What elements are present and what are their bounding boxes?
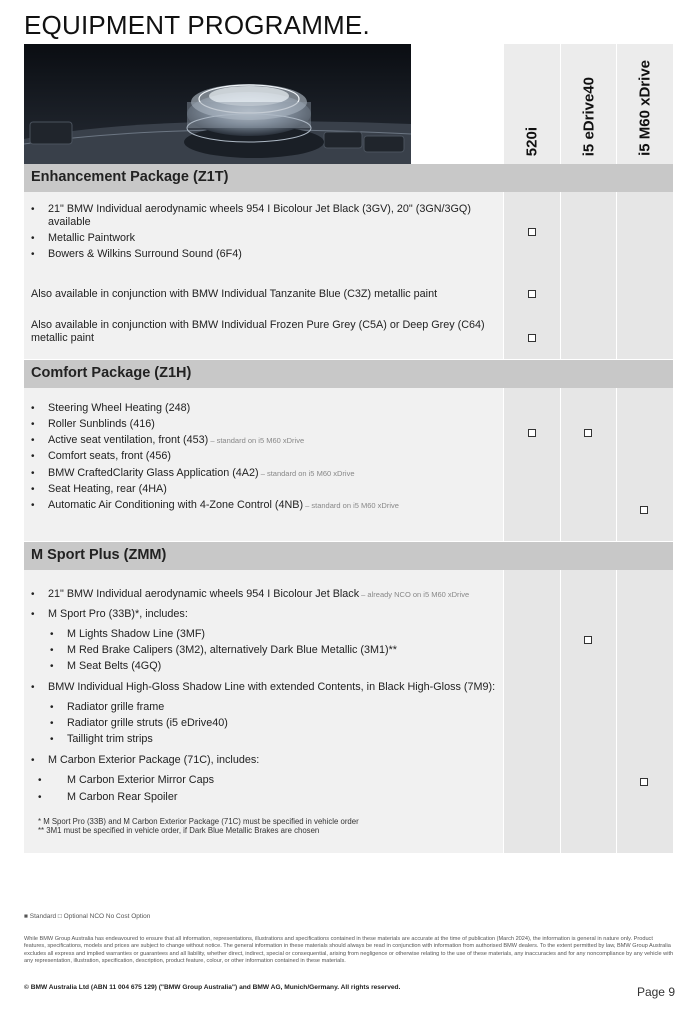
column-header-i5-edrive40: i5 eDrive40 (560, 44, 616, 164)
section-header-enhancement: Enhancement Package (Z1T) (24, 164, 673, 192)
comfort-item: Seat Heating, rear (4HA) (48, 483, 167, 495)
enhancement-item: Bowers & Wilkins Surround Sound (6F4) (48, 248, 242, 260)
enhancement-cell-edrive40 (560, 192, 616, 359)
comfort-cell-m60 (616, 388, 673, 541)
msport-subitem: Radiator grille struts (i5 eDrive40) (67, 717, 228, 729)
footnote-double-star: ** 3M1 must be specified in vehicle order, if Dark Blue Metallic Brakes are chosen (38, 826, 320, 835)
enhancement-item: Metallic Paintwork (48, 232, 136, 244)
optional-checkbox-icon (528, 290, 536, 298)
enhancement-also-frozen: Also available in conjunction with BMW Individual Frozen Pure Grey (C5A) or Deep Grey (C64) (31, 319, 485, 331)
msport-item: M Carbon Exterior Package (71C), includes: (48, 754, 260, 766)
page-number: Page 9 (636, 985, 675, 999)
msport-subitem: M Red Brake Calipers (3M2), alternatively Dark Blue Metallic (3M1)** (67, 644, 398, 656)
comfort-item: Automatic Air Conditioning with 4-Zone Control (4NB) – standard on i5 M60 xDrive (48, 499, 399, 511)
msport-subitem: Radiator grille frame (67, 701, 165, 713)
msport-subitem: M Lights Shadow Line (3MF) (67, 628, 206, 640)
msport-cell-520i (503, 570, 560, 853)
column-header-i5-m60-xdrive: i5 M60 xDrive (616, 44, 673, 164)
enhancement-also-frozen-cont: metallic paint (31, 332, 95, 344)
enhancement-cell-m60 (616, 192, 673, 359)
enhancement-also-tanzanite: Also available in conjunction with BMW Individual Tanzanite Blue (C3Z) metallic paint (31, 288, 438, 300)
comfort-cell-edrive40 (560, 388, 616, 541)
section-header-msport: M Sport Plus (ZMM) (24, 542, 673, 570)
optional-checkbox-icon (640, 506, 648, 514)
comfort-cell-520i (503, 388, 560, 541)
legend: ■ Standard □ Optional NCO No Cost Option (24, 913, 151, 920)
footnote-single-star: * M Sport Pro (33B) and M Carbon Exterior Package (71C) must be specified in vehicle order (38, 817, 359, 826)
comfort-item: Active seat ventilation, front (453) – standard on i5 M60 xDrive (48, 434, 305, 446)
section-header-comfort: Comfort Package (Z1H) (24, 360, 673, 388)
comfort-item: Comfort seats, front (456) (48, 450, 172, 462)
optional-checkbox-icon (584, 636, 592, 644)
optional-checkbox-icon (528, 228, 536, 236)
msport-cell-edrive40 (560, 570, 616, 853)
optional-checkbox-icon (584, 429, 592, 437)
msport-item: BMW Individual High-Gloss Shadow Line with extended Contents, in Black High-Gloss (7M9): (48, 681, 496, 693)
optional-checkbox-icon (640, 778, 648, 786)
enhancement-item: 21" BMW Individual aerodynamic wheels 954 I Bicolour Jet Black (3GV), 20" (3GN/3GQ) (48, 203, 471, 215)
msport-subitem: M Carbon Exterior Mirror Caps (67, 774, 214, 786)
comfort-item: Roller Sunblinds (416) (48, 418, 155, 430)
column-header-520i: 520i (503, 44, 560, 164)
optional-checkbox-icon (528, 334, 536, 342)
disclaimer: While BMW Group Australia has endeavoured to ensure that all information, representations, illustrations and specifications contained in these materials are accurate at the time of publication (March 2024), the information is general in nature only. Product features, specifications, models and prices are subject to change without notice. The general information in these materials should always be read in conjunction with information from authorised BMW dealers. To the extent permitted by law, BMW Group Australia excludes all express and implied warranties or guarantees and all liability, whether direct, indirect, special or consequential, arising from negligence or otherwise relating to the use of these materials, any inaccuracies and for any noncompliance by any vehicle with any representation, illustration, specification, description, product feature, colour, or other information contained in these materials. (24, 936, 674, 965)
page-title: EQUIPMENT PROGRAMME. (24, 10, 370, 40)
msport-subitem: M Seat Belts (4GQ) (67, 660, 162, 672)
msport-subitem: Taillight trim strips (67, 733, 153, 745)
enhancement-body (24, 192, 503, 359)
comfort-item: Steering Wheel Heating (248) (48, 402, 191, 414)
optional-checkbox-icon (528, 429, 536, 437)
msport-item: 21" BMW Individual aerodynamic wheels 954 I Bicolour Jet Black – already NCO on i5 M60 xDrive (48, 588, 470, 600)
enhancement-item-cont: available (48, 216, 91, 228)
copyright: © BMW Australia Ltd (ABN 11 004 675 129) ("BMW Group Australia") and BMW AG, Munich/Germany. All rights reserved. (24, 984, 401, 991)
comfort-item: BMW CraftedClarity Glass Application (4A2) – standard on i5 M60 xDrive (48, 467, 355, 479)
msport-item: M Sport Pro (33B)*, includes: (48, 608, 188, 620)
hero-image (24, 44, 411, 164)
msport-cell-m60 (616, 570, 673, 853)
msport-subitem: M Carbon Rear Spoiler (67, 791, 178, 803)
